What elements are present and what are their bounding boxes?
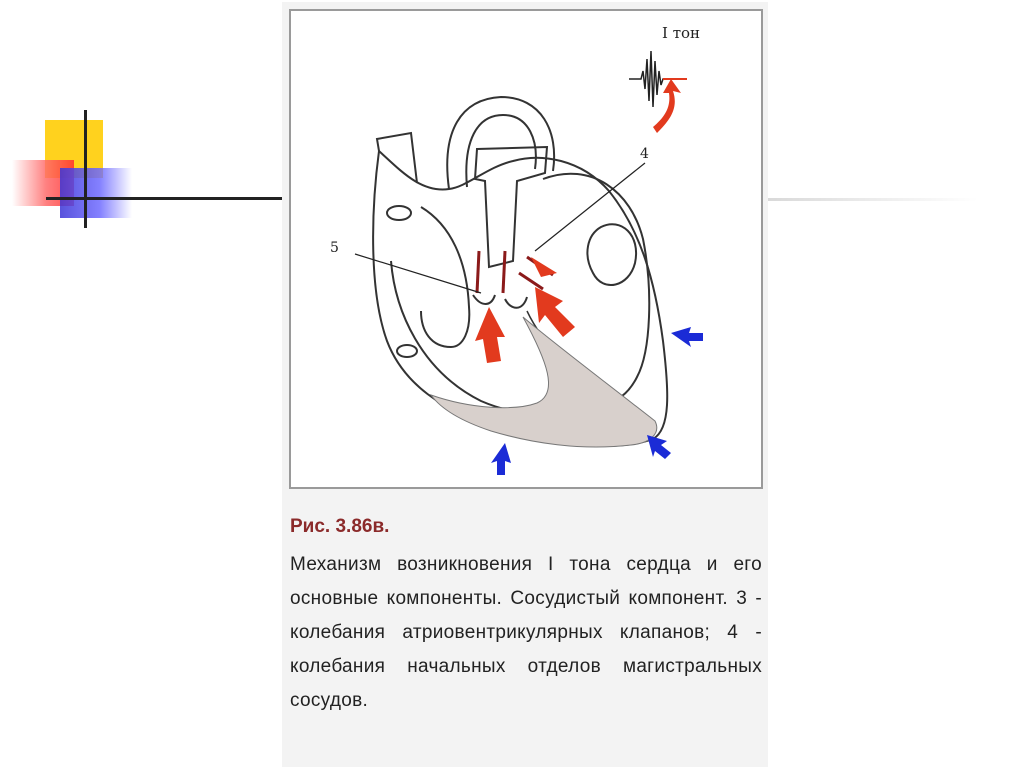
red-arrow-1 — [475, 307, 505, 363]
label-number-4: 4 — [640, 146, 649, 162]
vena-cava — [377, 133, 417, 183]
heart-diagram — [291, 11, 765, 491]
valve-pulmonary-right — [503, 251, 505, 293]
figure-caption-title: Рис. 3.86в. — [290, 516, 390, 537]
ornament-horizontal-line-right — [768, 198, 978, 201]
ornament-horizontal-line — [46, 197, 284, 200]
blue-arrow-bottom — [491, 443, 511, 475]
label-number-5: 5 — [330, 240, 339, 256]
heart-diagram-frame — [289, 9, 763, 489]
blue-arrow-lower-right — [647, 435, 671, 459]
left-atrium-loop — [587, 224, 636, 285]
figure-caption-text: Механизм возникновения I тона сердца и его основные компоненты. Сосудистый компонент. 3 - колебания атриовентрикулярных клапанов; 4 - колебания начальных отделов магистральных сосудов. — [290, 554, 762, 711]
ornament-vertical-line — [84, 110, 87, 228]
vessel-opening-upper — [387, 206, 411, 220]
red-arrow-2 — [535, 287, 575, 337]
tone-label: I тон — [662, 24, 701, 42]
ornament-blue-square — [60, 168, 132, 218]
valve-aortic-2 — [519, 273, 543, 289]
valve-pulmonary-left — [477, 251, 479, 293]
valve-leaflet-2 — [505, 297, 527, 308]
blue-arrow-right — [671, 327, 703, 347]
valve-leaflet-1 — [473, 295, 495, 304]
vessel-opening-lower — [397, 345, 417, 357]
